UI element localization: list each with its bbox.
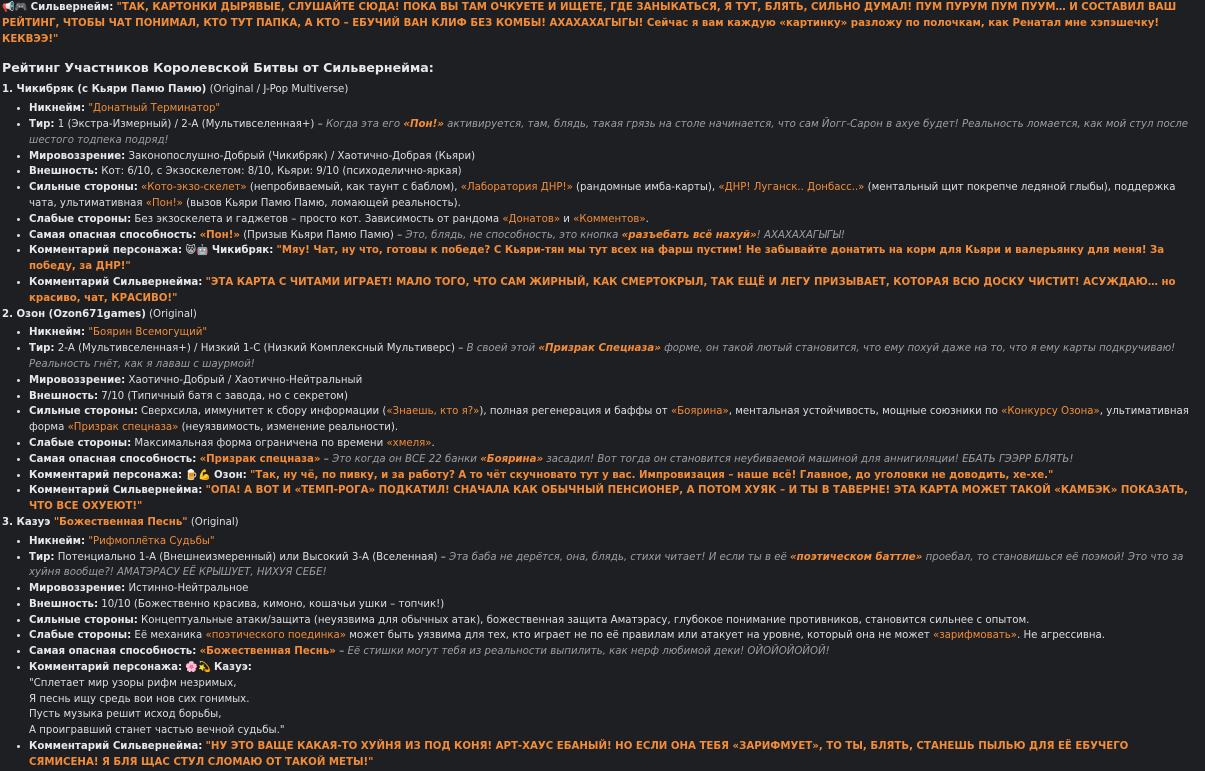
list-item: • Самая опасная способность: «Божественная Песнь» – Её стишки могут тебя из реальности выпилить, как нерф любимой деки! ОЙОЙОЙОЙОЙ! [29,644,1201,660]
list-item: • Тир: 1 (Экстра-Измерный) / 2-A (Мультивселенная+) – Когда эта его «Пон!» активируется, там, блядь, такая грязь на столе начинается, что сам Йогг-Сарон в ахуе будет! Реальность ломается, как мой стул после шестого тодпека подряд! [29,117,1201,149]
list-item: • Сильные стороны: «Кото-экзо-скелет» (непробиваемый, как таунт с баблом), «Лаборатория ДНР!» (рандомные имба-карты), «ДНР! Луганск.. Донбасс..» (ментальный щит покрепче ледяной глыбы), поддержка чата, ультимативная «Пон!» (вызов Кьяри Памю Памю, ломающей реальность). [29,180,1201,212]
list-item: • Тир: Потенциально 1-A (Внешнеизмеренный) или Высокий 3-A (Вселенная) – Эта баба не дерётся, она, блядь, стихи читает! И если ты в её «поэтическом баттле» проебал, то становишься её поэмой! Это что за хуйня вообще?! АМАТЭРАСУ ЕЁ КРЫШУЕТ, НИХУЯ СЕБЕ! [29,550,1201,582]
participant-1-list [2,101,1201,306]
list-item: • Комментарий персонажа: 🌸💫 Казуэ: "Сплетает мир узоры рифм незримых, Я песнь ищу средь вои нов сих гонимых. Пусть музыка решит исход борьбы, А проигравший станет частью вечной судьбы." [29,660,1201,739]
list-item: • Слабые стороны: Её механика «поэтического поединка» может быть уязвима для тех, кто играет не по её правилам или атакует на уровне, который она не может «зарифмовать». Не агрессивна. [29,628,1201,644]
page-title: Рейтинг Участников Королевской Битвы от Сильвернейма: [2,60,434,76]
list-item: • Мировоззрение: Законопослушно-Добрый (Чикибряк) / Хаотично-Добрая (Кьяри) [29,149,1201,165]
participant-2-title: 2. Озон (Ozon671games) (Original) [2,308,197,320]
list-item: • Комментарий Сильвернейма: "ОПА! А ВОТ И «ТЕМП-РОГА» ПОДКАТИЛ! СНАЧАЛА КАК ОБЫЧНЫЙ ПЕНСИОНЕР, А ПОТОМ ХУЯК – И ТЫ В ТАВЕРНЕ! ЭТА КАРТА МОЖЕТ ТАКОЙ «КАМБЭК» ПОКАЗАТЬ, ЧТО ВСЕ ОХУЕЮТ!" [29,483,1201,515]
poem-line: Я песнь ищу средь вои нов сих гонимых. [29,693,250,705]
list-item: • Внешность: 7/10 (Типичный батя с завода, но с секретом) [29,389,1201,405]
list-item: • Сильные стороны: Сверхсила, иммунитет к сбору информации («Знаешь, кто я?»), полная регенерация и баффы от «Боярина», ментальная устойчивость, мощные союзники по «Конкурсу Озона», ультимативная форма «Призрак спецназа» (неуязвимость, изменение реальности). [29,404,1201,436]
list-item: • Никнейм: "Боярин Всемогущий" [29,325,1201,341]
list-item: • Слабые стороны: Без экзоскелета и гаджетов – просто кот. Зависимость от рандома «Донатов» и «Комментов». [29,212,1201,228]
list-item: • Никнейм: "Рифмоплётка Судьбы" [29,534,1201,550]
list-item: • Самая опасная способность: «Пон!» (Призыв Кьяри Памю Памю) – Это, блядь, не способность, это кнопка «разъебать всё нахуй»! АХАХАХАГЫГЫ! [29,228,1201,244]
list-item: • Комментарий персонажа: 😸🤖 Чикибряк: "Мяу! Чат, ну что, готовы к победе? С Кьяри-тян мы тут всех на фарш пустим! Не забывайте донатить на корм для Кьяри и валерьянку для меня! За победу, за ДНР!" [29,243,1201,275]
poem-line: А проигравший станет частью вечной судьбы." [29,725,285,737]
list-item: • Внешность: 10/10 (Божественно красива, кимоно, кошачьи ушки – топчик!) [29,597,1201,613]
list-item: • Мировоззрение: Хаотично-Добрый / Хаотично-Нейтральный [29,373,1201,389]
intro-text: "ТАК, КАРТОНКИ ДЫРЯВЫЕ, СЛУШАЙТЕ СЮДА! ПОКА ВЫ ТАМ ОЧКУЕТЕ И ИЩЕТЕ, ГДЕ ЗАНЫКАТЬСЯ, Я ТУТ, БЛЯТЬ, СИЛЬНО ДУМАЛ! ПУМ ПУРУМ ПУМ ПУУМ… И СОСТАВИЛ ВАШ РЕЙТИНГ, ЧТОБЫ ЧАТ ПОНИМАЛ, КТО ТУТ ПАПКА, А КТО – ЕБУЧИЙ ВАН КЛИФ БЕЗ КОМБЫ! АХАХАХАГЫГЫ! Сейчас я вам каждую «картинку» разложу по полочкам, как Ренатал мне хэпэшечку! КЕКВЭЭ!" [2,2,1177,45]
list-item: • Внешность: Кот: 6/10, с Экзоскелетом: 8/10, Кьяри: 9/10 (психоделично-яркая) [29,164,1201,180]
participant-3-list [2,534,1201,771]
beer-muscle-icon: 🍺💪 [185,469,211,481]
participant-1-title: 1. Чикибряк (с Кьяри Памю Памю) (Original / J-Pop Multiverse) [2,84,349,96]
megaphone-gamepad-icon: 📢🎮 [2,2,28,13]
intro-paragraph [2,0,1201,47]
list-item: • Мировоззрение: Истинно-Нейтральное [29,581,1201,597]
list-item: • Комментарий Сильвернейма: "НУ ЭТО ВАЩЕ КАКАЯ-ТО ХУЙНЯ ИЗ ПОД КОНЯ! АРТ-ХАУС ЕБАНЫЙ! НО ЕСЛИ ОНА ТЕБЯ «ЗАРИФМУЕТ», ТО ТЫ, БЛЯТЬ, СТАНЕШЬ ПЫЛЬЮ ДЛЯ ЕЁ ЕБУЧЕГО СЯМИСЕНА! Я БЛЯ ЩАС СТУЛ СЛОМАЮ ОТ ТАКОЙ МЕТЫ!" [29,739,1201,771]
list-item: • Сильные стороны: Концептуальные атаки/защита (неуязвима для обычных атак), божественная защита Аматэрасу, глубокое понимание противников, становится сильнее с опытом. [29,613,1201,629]
intro-author: Сильвернейм: [30,2,114,13]
flower-sparkle-icon: 🌸💫 [185,662,211,674]
participant-3-title: 3. Казуэ "Божественная Песнь" (Original) [2,516,239,528]
poem-line: "Сплетает мир узоры рифм незримых, [29,677,237,689]
poem-line: Пусть музыка решит исход борьбы, [29,709,222,721]
cat-robot-icon: 😸🤖 [185,245,209,257]
list-item: • Комментарий персонажа: 🍺💪 Озон: "Так, ну чё, по пивку, и за работу? А то чёт скучновато тут у вас. Импровизация – наше всё! Главное, до уголовки не доводить, хе-хе." [29,468,1201,484]
list-item: • Слабые стороны: Максимальная форма ограничена по времени «хмеля». [29,436,1201,452]
participant-2-list [2,325,1201,515]
list-item: • Никнейм: "Донатный Терминатор" [29,101,1201,117]
list-item: • Тир: 2-A (Мультивселенная+) / Низкий 1-C (Низкий Комплексный Мультиверс) – В своей этой «Призрак Спецназа» форме, он такой лютый становится, что ему похуй даже на то, что я ему карты подкручиваю! Реальность гнёт, как я лаваш с шаурмой! [29,341,1201,373]
list-item: • Комментарий Сильвернейма: "ЭТА КАРТА С ЧИТАМИ ИГРАЕТ! МАЛО ТОГО, ЧТО САМ ЖИРНЫЙ, КАК СМЕРТОКРЫЛ, ТАК ЕЩЁ И ЛЕГУ ПРИЗЫВАЕТ, КОТОРАЯ ВСЮ ДОСКУ ЧИСТИТ! АСУЖДАЮ… но красиво, чат, КРАСИВО!" [29,275,1201,307]
list-item: • Самая опасная способность: «Призрак спецназа» – Это когда он ВСЕ 22 банки «Боярина» засадил! Вот тогда он становится неубиваемой машиной для аннигиляции! ЕБАТЬ ГЭЭРР БЛЯТЬ! [29,452,1201,468]
